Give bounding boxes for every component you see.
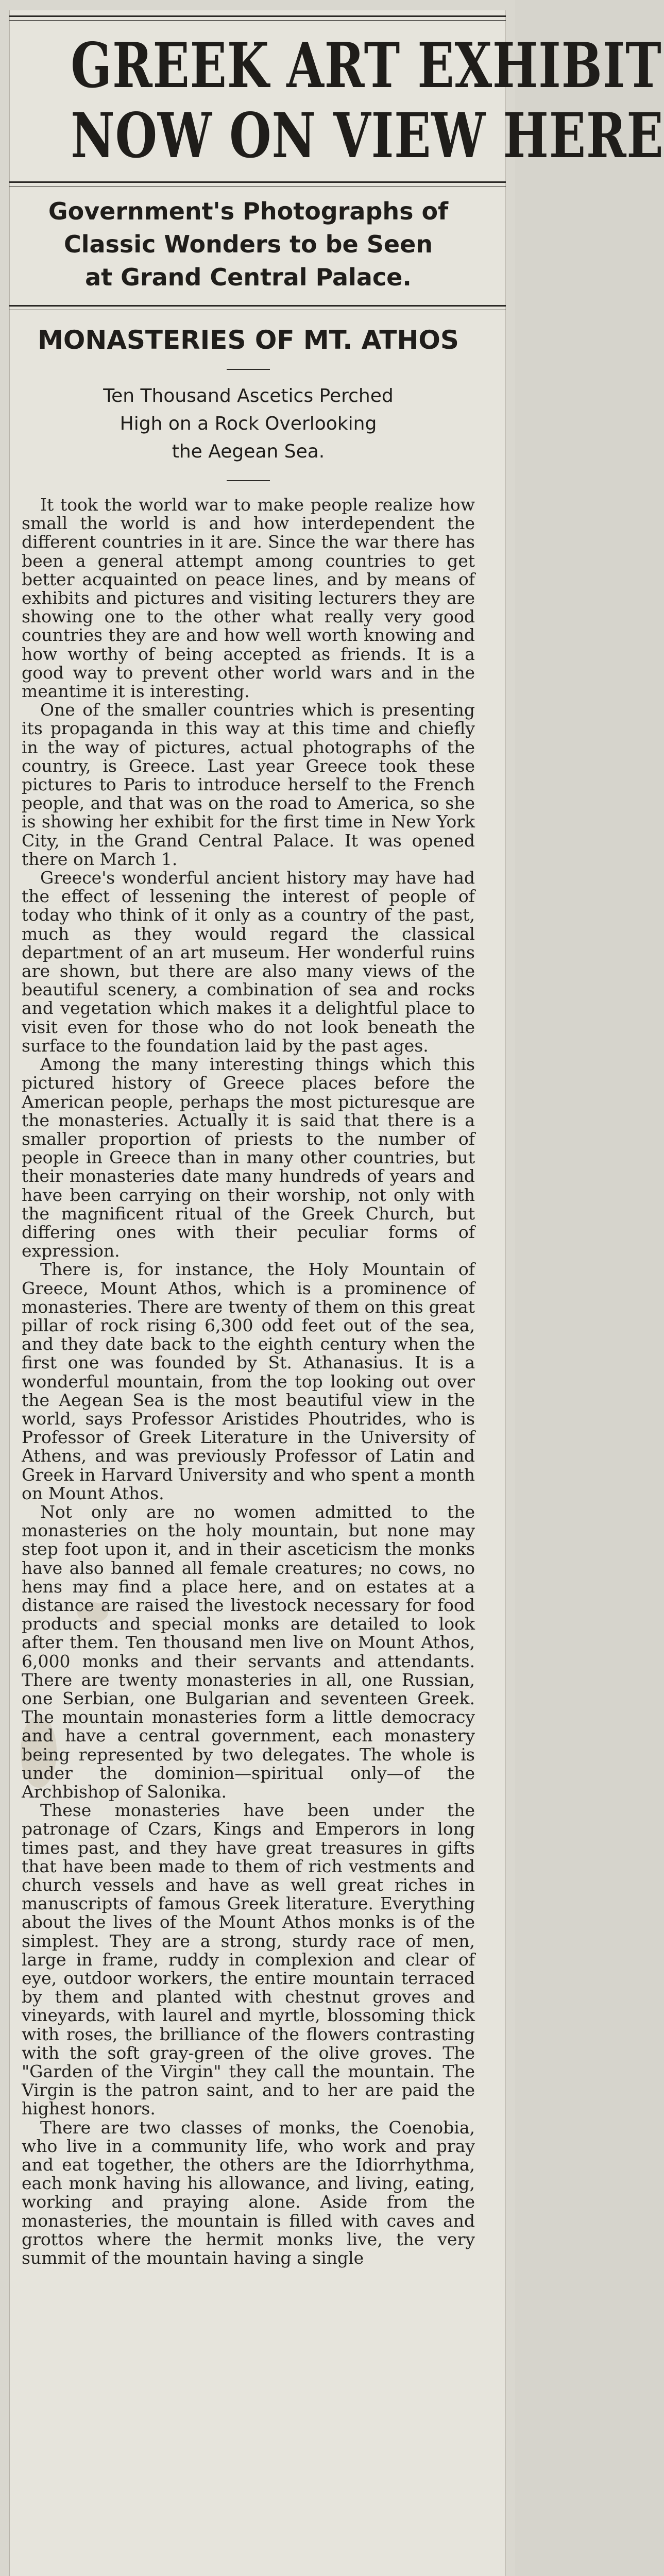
subhead: MONASTERIES OF MT. ATHOS bbox=[38, 325, 459, 355]
deck-line: at Grand Central Palace. bbox=[85, 263, 412, 291]
subdeck-line: the Aegean Sea. bbox=[172, 441, 325, 462]
headline-rule bbox=[9, 181, 506, 187]
subdeck-line: High on a Rock Overlooking bbox=[120, 413, 377, 434]
body-paragraph: One of the smaller countries which is presenting its propaganda in this way at this time and chiefly in the way of pictures, actual photographs of the country, is Greece. Last year Greece took these pictures to Paris to introduce herself to the French people, and that was on the road to America, so she is showing her exhibit for the first time in New York City, in the Grand Central Palace. It was opened there on March 1. bbox=[22, 700, 475, 869]
subhead-divider bbox=[227, 369, 270, 370]
body-paragraph: Not only are no women admitted to the monasteries on the holy mountain, but none may step foot upon it, and in their asceticism the monks have also banned all female creatures; no cows, no hens may find a place here, and on estates at a distance are raised the livestock necessary for food products and special monks are detailed to look after them. Ten thousand men live on Mount Athos, 6,000 monks and their servants and attendants. There are twenty monasteries in all, one Russian, one Serbian, one Bulgarian and seventeen Greek. The mountain monasteries form a little democracy and have a central government, each monastery being represented by two delegates. The whole is under the dominion—spiritual only—of the Archbishop of Salonika. bbox=[22, 1501, 475, 1802]
deck-line: Government's Photographs of bbox=[48, 197, 449, 225]
headline-line: GREEK ART EXHIBIT bbox=[71, 29, 662, 102]
body-paragraph: These monasteries have been under the patronage of Czars, Kings and Emperors in long times past, and they have great treasures in gifts that have been made to them of rich vestments and church vessels and have as well great riches in manuscripts of famous Greek literature. Everything about the lives of the Mount Athos monks is of the simplest. They are a strong, sturdy race of men, large in frame, ruddy in complexion and clear of eye, outdoor workers, the entire mountain terraced by them and planted with chestnut groves and vineyards, with laurel and myrtle, blossoming thick with roses, the brilliance of the flowers contrasting with the soft gray-green of the olive groves. The "Garden of the Virgin" they call the mountain. The Virgin is the patron saint, and to her are paid the highest honors. bbox=[22, 1800, 475, 2119]
deck-line: Classic Wonders to be Seen bbox=[63, 230, 433, 258]
article-body-part-1 bbox=[22, 496, 475, 2576]
top-rule bbox=[9, 15, 506, 21]
subdeck-divider bbox=[227, 480, 270, 481]
deck-rule bbox=[9, 305, 506, 310]
body-paragraph: Greece's wonderful ancient history may have had the effect of lessening the interest of people of today who think of it only as a country of the past, much as they would regard the classical department of an art museum. Her wonderful ruins are shown, but there are also many views of the beautiful scenery, a combination of sea and rocks and vegetation which makes it a delightful place to visit even for those who do not look beneath the surface to the foundation laid by the past ages. bbox=[22, 868, 475, 1056]
body-paragraph: There is, for instance, the Holy Mountain of Greece, Mount Athos, which is a prominence of monasteries. There are twenty of them on this great pillar of rock rising 6,300 odd feet out of the sea, and they date back to the eighth century when the first one was founded by St. Athanasius. It is a wonderful mountain, from the top looking out over the Aegean Sea is the most beautiful view in the world, says Professor Aristides Phoutrides, who is Professor of Greek Literature in the University of Athens, and was previously Professor of Latin and Greek in Harvard University and who spent a month on Mount Athos. bbox=[22, 1259, 475, 1503]
body-paragraph: There are two classes of monks, the Coenobia, who live in a community life, who work and pray and eat together, the others are the Idiorrhythma, each monk having his allowance, and living, eating, working and praying alone. Aside from the monasteries, the mountain is filled with caves and grottos where the hermit monks live, the very summit of the mountain having a single bbox=[22, 2117, 475, 2268]
headline bbox=[71, 29, 664, 172]
body-paragraph: Among the many interesting things which this pictured history of Greece places before the American people, perhaps the most picturesque are the monasteries. Actually it is said that there is a smaller proportion of priests to the number of people in Greece than in many other countries, but their monasteries date many hundreds of years and have been carrying on their worship, not only with the magnificent ritual of the Greek Church, but differing ones with their peculiar forms of expression. bbox=[22, 1054, 475, 1261]
subdeck-line: Ten Thousand Ascetics Perched bbox=[103, 385, 394, 406]
headline-line: NOW ON VIEW HERE bbox=[71, 99, 664, 172]
body-paragraph: It took the world war to make people realize how small the world is and how interdependent the different countries in it are. Since the war there has been a general attempt among countries to get better acquainted on peace lines, and by means of exhibits and pictures and visiting lecturers they are showing one to the other what really very good countries they are and how well worth knowing and how worthy of being accepted as friends. It is a good way to prevent other world wars and in the meantime it is interesting. bbox=[22, 495, 475, 702]
